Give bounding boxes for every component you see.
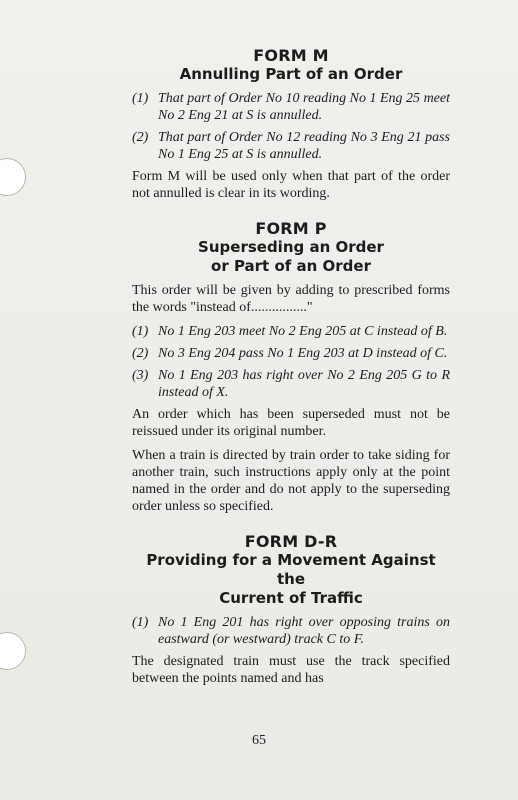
list-item (132, 345, 450, 362)
list-item (132, 129, 450, 163)
item-number: (1) (132, 324, 149, 339)
item-text: No 1 Eng 203 has right over No 2 Eng 205 G to R instead of X. (158, 368, 450, 400)
form-dr-note: The designated train must use the track specified between the points named and has (132, 654, 450, 686)
form-dr-section (132, 532, 450, 687)
form-p-subtitle-line1: Superseding an Order (198, 238, 384, 256)
form-dr-title: FORM D-R (244, 532, 338, 551)
form-dr-subtitle-line1: Providing for a Movement Against the (146, 551, 436, 588)
form-p-intro: This order will be given by adding to prescribed forms the words "instead of................" (132, 283, 450, 315)
list-item (132, 90, 450, 124)
form-p-title: FORM P (255, 219, 327, 238)
list-item (132, 614, 450, 648)
form-m-examples (132, 90, 450, 163)
item-text: No 1 Eng 203 meet No 2 Eng 205 at C instead of B. (158, 324, 448, 339)
binder-hole-bottom (0, 632, 26, 670)
form-p-subtitle-line2: or Part of an Order (211, 257, 371, 275)
form-p-note-superseded: An order which has been superseded must not be reissued under its original number. (132, 407, 450, 439)
page-content (132, 46, 450, 694)
item-text: That part of Order No 12 reading No 3 Eng 21 pass No 1 Eng 25 at S is annulled. (158, 130, 450, 162)
list-item (132, 367, 450, 401)
page-number: 65 (252, 733, 266, 748)
item-number: (2) (132, 130, 149, 145)
item-number: (3) (132, 368, 149, 383)
form-m-note: Form M will be used only when that part of the order not annulled is clear in its wording. (132, 169, 450, 201)
item-number: (1) (132, 615, 149, 630)
item-text: That part of Order No 10 reading No 1 Eng 25 meet No 2 Eng 21 at S is annulled. (158, 91, 450, 123)
item-text: No 3 Eng 204 pass No 1 Eng 203 at D instead of C. (158, 346, 448, 361)
binder-hole-top (0, 158, 26, 196)
form-p-section (132, 219, 450, 515)
form-p-note-siding: When a train is directed by train order to take siding for another train, such instructions apply only at the point named in the order and do not apply to the superseding order unless so specified. (132, 448, 450, 514)
form-p-examples (132, 323, 450, 401)
item-text: No 1 Eng 201 has right over opposing trains on eastward (or westward) track C to F. (158, 615, 450, 647)
item-number: (1) (132, 91, 149, 106)
form-m-title: FORM M (253, 46, 329, 65)
form-m-section (132, 46, 450, 202)
form-dr-subtitle-line2: Current of Traffic (219, 589, 363, 607)
form-dr-examples (132, 614, 450, 648)
form-m-subtitle: Annulling Part of an Order (179, 65, 403, 83)
item-number: (2) (132, 346, 149, 361)
list-item (132, 323, 450, 340)
